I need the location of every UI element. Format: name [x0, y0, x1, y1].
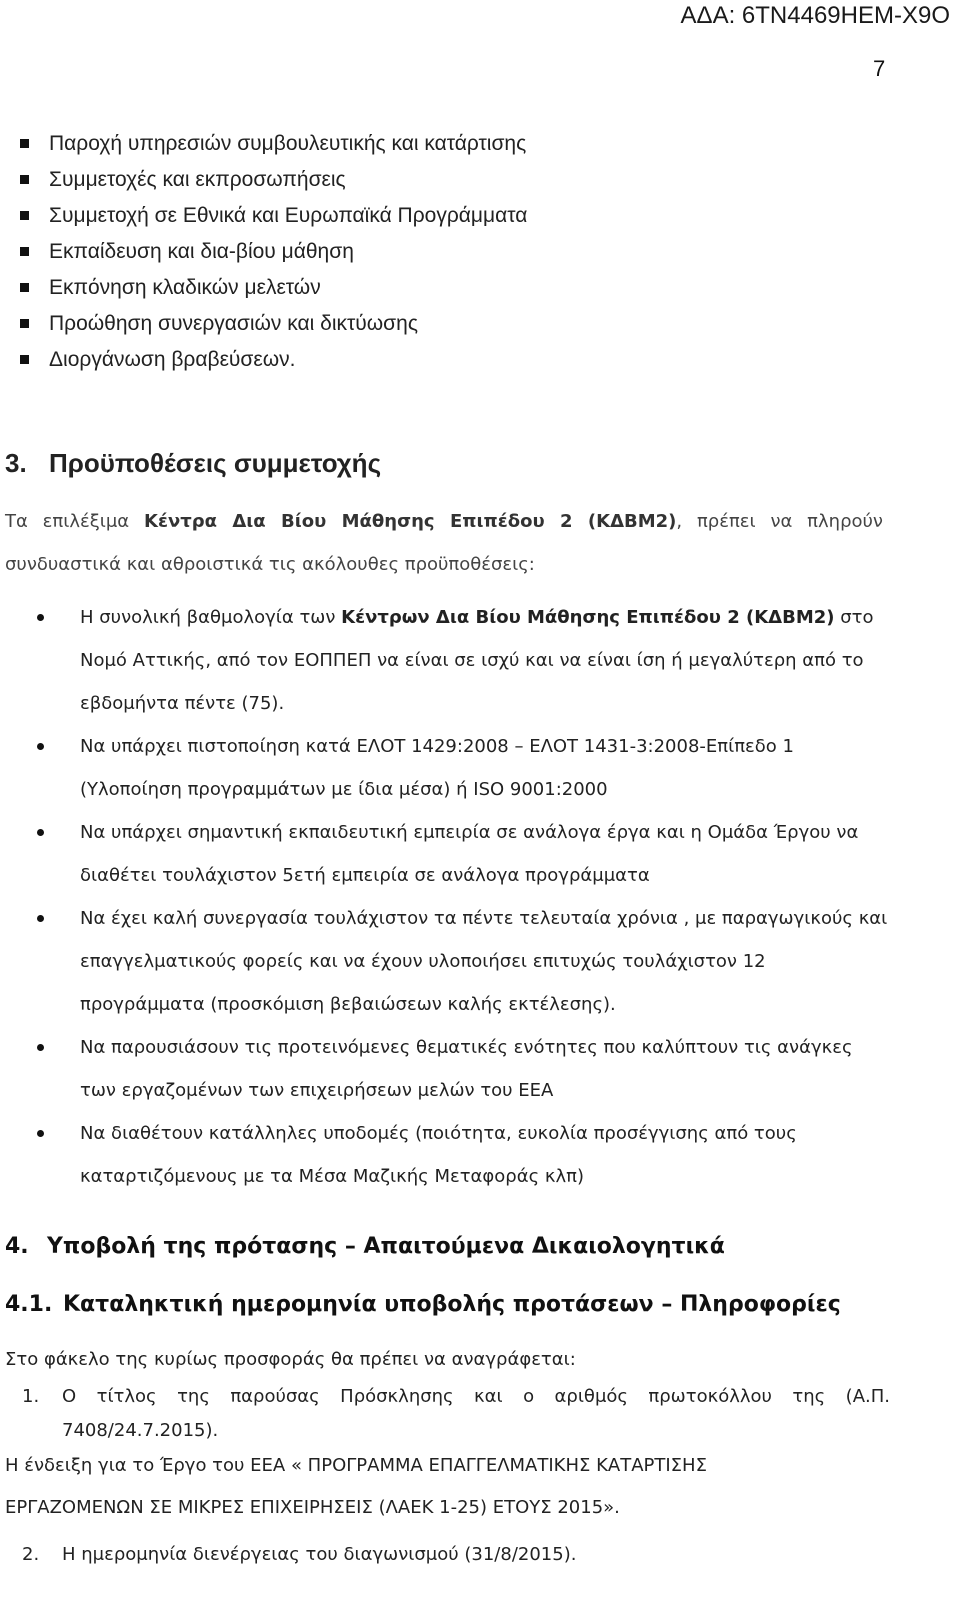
intro-bold-text: Κέντρα Δια Βίου Μάθησης Επιπέδου 2 (ΚΔΒΜ2): [144, 511, 677, 532]
round-bullet-icon: [37, 614, 44, 621]
page-number: 7: [873, 56, 886, 81]
criterion-text: Να παρουσιάσουν τις προτεινόμενες θεματικές ενότητες που καλύπτουν τις ανάγκες των εργαζομένων των επιχειρήσεων μελών του ΕΕΑ: [80, 1037, 853, 1101]
list-item: [0, 202, 960, 238]
list-item: [0, 166, 960, 202]
list-item-text: Εκπόνηση κλαδικών μελετών: [49, 276, 321, 299]
list-item: [0, 274, 960, 310]
list-item: [0, 1026, 890, 1112]
square-bullet-icon: [20, 355, 29, 364]
list-item: [0, 346, 960, 382]
round-bullet-icon: [37, 743, 44, 750]
criterion-text: στο Νομό Αττικής, από τον ΕΟΠΠΕΠ να είναι σε ισχύ και να είναι ίση ή μεγαλύτερη από το εβδομήντα πέντε (75).: [80, 607, 874, 714]
criterion-text: Να υπάρχει σημαντική εκπαιδευτική εμπειρία σε ανάλογα έργα και η Ομάδα Έργου να διαθέτει τουλάχιστον 5ετή εμπειρία σε ανάλογα προγράμματα: [80, 822, 859, 886]
round-bullet-icon: [37, 915, 44, 922]
square-bullet-icon: [20, 283, 29, 292]
list-item: [0, 238, 960, 274]
round-bullet-icon: [37, 1044, 44, 1051]
round-bullet-icon: [37, 1130, 44, 1137]
criterion-text: Να έχει καλή συνεργασία τουλάχιστον τα πέντε τελευταία χρόνια , με παραγωγικούς και επαγγελματικούς φορείς και να έχουν υλοποιήσει επιτυχώς τουλάχιστον 12 προγράμματα (προσκόμιση βεβαιώσεων καλής εκτέλεσης).: [80, 908, 888, 1015]
section-title: Προϋποθέσεις συμμετοχής: [49, 448, 382, 478]
item-text: Ο τίτλος της παρούσας Πρόσκλησης και ο αριθμός πρωτοκόλλου της (Α.Π. 7408/24.7.2015).: [62, 1386, 890, 1441]
section-number: 4.: [5, 1234, 29, 1259]
list-item-text: Συμμετοχές και εκπροσωπήσεις: [49, 168, 346, 191]
criterion-text: Η συνολική βαθμολογία των: [80, 607, 342, 628]
intro-text: , πρέπει να πληρούν: [676, 511, 883, 532]
services-list: [0, 130, 960, 382]
square-bullet-icon: [20, 319, 29, 328]
list-item: [0, 1538, 890, 1572]
section-number: 4.1.: [5, 1292, 53, 1317]
square-bullet-icon: [20, 247, 29, 256]
ada-code: ΑΔΑ: 6ΤΝ4469ΗΕΜ-Χ9Ο: [680, 2, 950, 29]
list-item: [0, 1112, 890, 1198]
section-title: Καταληκτική ημερομηνία υποβολής προτάσεων – Πληροφορίες: [63, 1292, 841, 1317]
list-item-text: Διοργάνωση βραβεύσεων.: [49, 348, 296, 371]
item-number: 2.: [22, 1544, 40, 1565]
list-item: [0, 725, 890, 811]
list-item: [0, 130, 960, 166]
round-bullet-icon: [37, 829, 44, 836]
item-text: Η ημερομηνία διενέργειας του διαγωνισμού (31/8/2015).: [62, 1544, 577, 1565]
section-4-heading: [5, 1234, 725, 1259]
square-bullet-icon: [20, 175, 29, 184]
section-3-heading: [5, 448, 381, 479]
list-item: [0, 811, 890, 897]
section-number: 3.: [5, 448, 27, 478]
section-3-intro: [5, 500, 883, 586]
list-item: [0, 1380, 890, 1448]
list-item: [0, 897, 890, 1026]
list-item: [0, 596, 890, 725]
criterion-text: Να υπάρχει πιστοποίηση κατά ΕΛΟΤ 1429:2008 – ΕΛΟΤ 1431-3:2008-Επίπεδο 1 (Υλοποίηση προγραμμάτων με ίδια μέσα) ή ISO 9001:2000: [80, 736, 794, 800]
project-line-2: ΕΡΓΑΖΟΜΕΝΩΝ ΣΕ ΜΙΚΡΕΣ ΕΠΙΧΕΙΡΗΣΕΙΣ (ΛΑΕΚ 1-25) ΕΤΟΥΣ 2015».: [5, 1497, 620, 1518]
square-bullet-icon: [20, 139, 29, 148]
intro-line-1: [5, 500, 883, 543]
envelope-intro: Στο φάκελο της κυρίως προσφοράς θα πρέπει να αναγράφεται:: [5, 1349, 576, 1370]
list-item-text: Συμμετοχή σε Εθνικά και Ευρωπαϊκά Προγράμματα: [49, 204, 528, 227]
section-4-1-heading: [5, 1292, 841, 1317]
list-item-text: Εκπαίδευση και δια-βίου μάθηση: [49, 240, 354, 263]
list-item-text: Παροχή υπηρεσιών συμβουλευτικής και κατάρτισης: [49, 132, 527, 155]
criterion-bold-text: Κέντρων Δια Βίου Μάθησης Επιπέδου 2 (ΚΔΒΜ2): [341, 607, 835, 628]
intro-text: Τα επιλέξιμα: [5, 511, 144, 532]
item-number: 1.: [22, 1386, 40, 1407]
criterion-text: Να διαθέτουν κατάλληλες υποδομές (ποιότητα, ευκολία προσέγγισης από τους καταρτιζόμενους με τα Μέσα Μαζικής Μεταφοράς κλπ): [80, 1123, 797, 1187]
square-bullet-icon: [20, 211, 29, 220]
project-line-1: Η ένδειξη για το Έργο του ΕΕΑ « ΠΡΟΓΡΑΜΜΑ ΕΠΑΓΓΕΛΜΑΤΙΚΗΣ ΚΑΤΑΡΤΙΣΗΣ: [5, 1455, 707, 1476]
list-item: [0, 310, 960, 346]
intro-line-2: συνδυαστικά και αθροιστικά τις ακόλουθες προϋποθέσεις:: [5, 554, 535, 575]
list-item-text: Προώθηση συνεργασιών και δικτύωσης: [49, 312, 418, 335]
section-title: Υποβολή της πρότασης – Απαιτούμενα Δικαιολογητικά: [47, 1234, 725, 1259]
criteria-list: [0, 596, 960, 1198]
